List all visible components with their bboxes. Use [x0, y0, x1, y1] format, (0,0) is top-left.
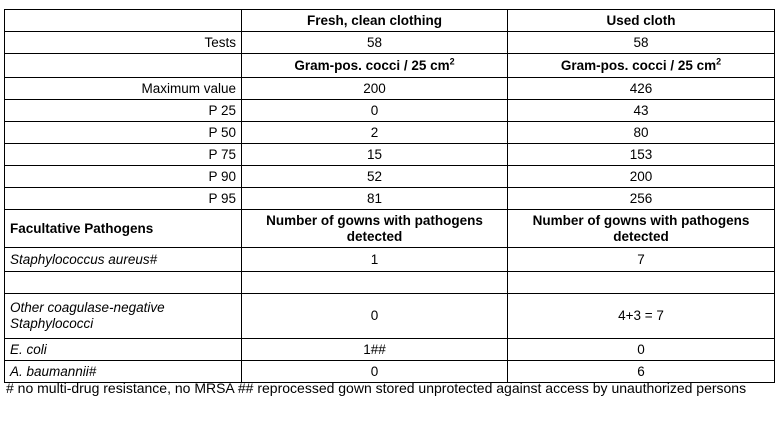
stat-label: P 95: [5, 188, 242, 210]
results-table: [4, 9, 775, 383]
pathogen-used: 6: [508, 361, 775, 383]
pathogen-fresh: [242, 272, 508, 294]
pathogen-fresh: 0: [242, 361, 508, 383]
stat-fresh: 0: [242, 100, 508, 122]
stat-label: P 50: [5, 122, 242, 144]
unit-used-exponent: 2: [716, 56, 722, 66]
stat-fresh: 15: [242, 144, 508, 166]
pathogen-used: 4+3 = 7: [508, 294, 775, 339]
header-empty-cell: [5, 10, 242, 32]
stat-used: 80: [508, 122, 775, 144]
unit-fresh: [242, 54, 508, 78]
stat-row-p95: [5, 188, 775, 210]
tests-used: 58: [508, 32, 775, 54]
pathogen-header-row: [5, 210, 775, 248]
pathogen-label: A. baumannii#: [5, 361, 242, 383]
table-footnote: # no multi-drug resistance, no MRSA ## reprocessed gown stored unprotected against access by unauthorized persons: [6, 380, 747, 396]
stat-row-max: [5, 78, 775, 100]
pathogen-label: Other coagulase-negative Staphylococci: [5, 294, 242, 339]
stat-fresh: 2: [242, 122, 508, 144]
pathogen-label: E. coli: [5, 339, 242, 361]
stat-used: 256: [508, 188, 775, 210]
stat-label: P 25: [5, 100, 242, 122]
pathogen-label: Staphylococcus aureus#: [5, 248, 242, 272]
tests-label: Tests: [5, 32, 242, 54]
pathogen-used: 7: [508, 248, 775, 272]
stat-row-p50: [5, 122, 775, 144]
tests-fresh: 58: [242, 32, 508, 54]
stat-label: Maximum value: [5, 78, 242, 100]
stat-label: P 90: [5, 166, 242, 188]
pathogen-header-label: Facultative Pathogens: [5, 210, 242, 248]
pathogen-row-empty: [5, 272, 775, 294]
pathogen-used: [508, 272, 775, 294]
stat-row-p25: [5, 100, 775, 122]
unit-fresh-exponent: 2: [449, 56, 455, 66]
pathogen-row-s-aureus: [5, 248, 775, 272]
stat-fresh: 52: [242, 166, 508, 188]
stat-label: P 75: [5, 144, 242, 166]
pathogen-used: 0: [508, 339, 775, 361]
pathogen-row-cons: [5, 294, 775, 339]
pathogen-header-used: Number of gowns with pathogens detected: [508, 210, 775, 248]
unit-row: [5, 54, 775, 78]
unit-used-text: Gram-pos. cocci / 25 cm: [560, 57, 717, 73]
stat-used: 200: [508, 166, 775, 188]
pathogen-label: [5, 272, 242, 294]
pathogen-fresh: 0: [242, 294, 508, 339]
tests-row: [5, 32, 775, 54]
unit-used: [508, 54, 775, 78]
header-used: Used cloth: [508, 10, 775, 32]
stat-used: 43: [508, 100, 775, 122]
header-fresh: Fresh, clean clothing: [242, 10, 508, 32]
unit-label: [5, 54, 242, 78]
stat-used: 153: [508, 144, 775, 166]
stat-row-p75: [5, 144, 775, 166]
pathogen-header-fresh: Number of gowns with pathogens detected: [242, 210, 508, 248]
pathogen-fresh: 1##: [242, 339, 508, 361]
pathogen-fresh: 1: [242, 248, 508, 272]
stat-fresh: 200: [242, 78, 508, 100]
header-row: [5, 10, 775, 32]
stat-row-p90: [5, 166, 775, 188]
stat-used: 426: [508, 78, 775, 100]
stat-fresh: 81: [242, 188, 508, 210]
pathogen-row-e-coli: [5, 339, 775, 361]
unit-fresh-text: Gram-pos. cocci / 25 cm: [294, 57, 450, 73]
